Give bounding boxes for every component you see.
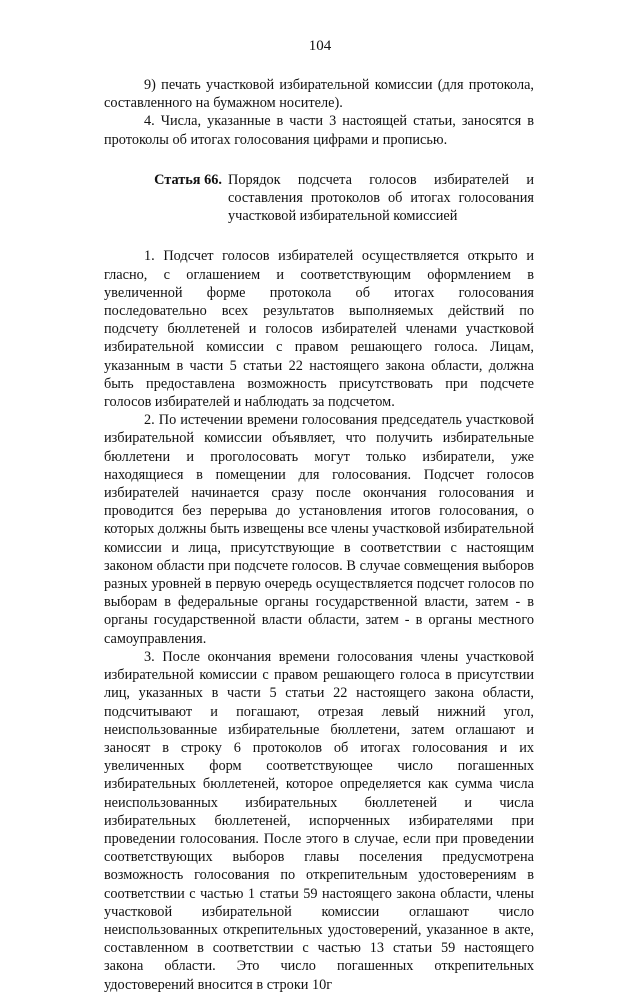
document-body bbox=[104, 76, 534, 994]
page-number: 104 bbox=[308, 38, 332, 54]
article-title: Порядок подсчета голосов избирателей и составления протоколов об итогах голосования участковой избирательной комиссией bbox=[228, 171, 534, 225]
article-heading bbox=[104, 171, 534, 226]
paragraph-3: 3. После окончания времени голосования члены участковой избирательной комиссии с правом решающего голоса в присутствии лиц, указанных в части 5 статьи 22 настоящего закона области, подсчитывают и погашают, отрезая левый нижний угол, неиспользованные избирательные бюллетени, затем оглашают и заносят в строку 6 протоколов об итогах голосования и их увеличенных форм соответствующее число погашенных избирательных бюллетеней, которое определяется как сумма числа неиспользованных избирательных бюллетеней и числа избирательных бюллетеней, испорченных избирателями при проведении голосования. После этого в случае, если при проведении соответствующих выборов главы поселения предусмотрена возможность голосования по открепительным удостоверениям в соответствии с частью 1 статьи 59 настоящего закона области, члены участковой избирательной комиссии оглашают число неиспользованных открепительных удостоверений, указанное в акте, составленном в соответствии с частью 13 статьи 59 настоящего закона области. Это число погашенных открепительных удостоверений вносится в строки 10г bbox=[104, 648, 534, 993]
paragraph-1: 1. Подсчет голосов избирателей осуществляется открыто и гласно, с оглашением и соответствующим оформлением в увеличенной форме протокола об итогах голосования последовательно всех результатов выполняемых действий по подсчету бюллетеней и голосов избирателей членами участковой избирательной комиссии с правом решающего голоса. Лицам, указанным в части 5 статьи 22 настоящего закона области, должна быть предоставлена возможность присутствовать при подсчете голосов избирателей и наблюдать за подсчетом. bbox=[104, 248, 534, 411]
list-item-9: 9) печать участковой избирательной комиссии (для протокола, составленного на бумажном носителе). bbox=[104, 77, 534, 112]
article-number: Статья 66. bbox=[154, 171, 222, 188]
paragraph-4: 4. Числа, указанные в части 3 настоящей статьи, заносятся в протоколы об итогах голосования цифрами и прописью. bbox=[104, 113, 534, 148]
paragraph-2: 2. По истечении времени голосования председатель участковой избирательной комиссии объявляет, что получить избирательные бюллетени и проголосовать могут только избиратели, уже находящиеся в помещении для голосования. Подсчет голосов избирателей начинается сразу после окончания голосования и проводится без перерыва до установления итогов голосования, о которых должны быть извещены все члены участковой избирательной комиссии и лица, присутствующие в соответствии с настоящим законом области при подсчете голосов. В случае совмещения выборов разных уровней в первую очередь осуществляется подсчет голосов по выборам в федеральные органы государственной власти, затем - в органы государственной власти области, затем - в органы местного самоуправления. bbox=[104, 412, 534, 647]
